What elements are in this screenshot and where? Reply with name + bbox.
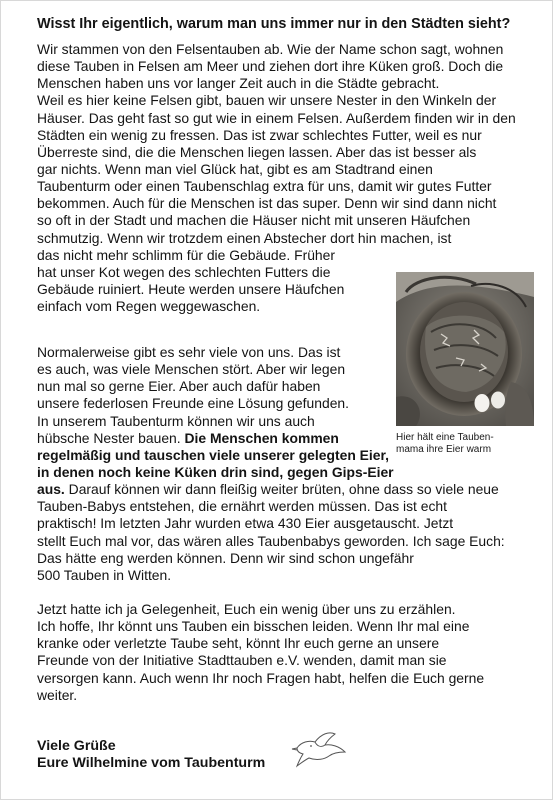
text-line: Das hätte eng werden können. Denn wir sind schon ungefähr: [37, 549, 414, 566]
text-line: Freunde von der Initiative Stadttauben e.V. wenden, damit man sie: [37, 652, 447, 669]
text-line: 500 Tauben in Witten.: [37, 566, 172, 583]
text-line: es auch, was viele Menschen stört. Aber wir legen: [37, 361, 346, 378]
text-line: bekommen. Auch für die Menschen ist das super. Denn wir sind dann nicht: [37, 195, 497, 212]
text-line: Gebäude ruiniert. Heute werden unsere Häufchen: [37, 280, 345, 297]
text-line: das nicht mehr schlimm für die Gebäude. Früher: [37, 246, 336, 263]
bold-text-fragment: aus.: [37, 481, 65, 498]
bold-text-line: regelmäßig und tauschen viele unserer gelegten Eier,: [37, 446, 390, 463]
text-line: praktisch! Im letzten Jahr wurden etwa 430 Eier ausgetauscht. Jetzt: [37, 515, 454, 532]
text-line: diese Tauben in Felsen am Meer und ziehen dort ihre Küken groß. Doch die: [37, 58, 504, 75]
text-line: unsere federlosen Freunde eine Lösung gefunden.: [37, 395, 350, 412]
text-line: Tauben-Babys entstehen, die ernährt werden müssen. Das ist echt: [37, 498, 448, 515]
text-line: stellt Euch mal vor, das wären alles Taubenbabys geworden. Ich sage Euch:: [37, 532, 505, 549]
text-line: Menschen haben uns vor langer Zeit auch in die Städte gebracht.: [37, 75, 440, 92]
text-line: einfach vom Regen weggewaschen.: [37, 298, 261, 315]
paragraph-closing: [37, 601, 484, 704]
greeting: Viele Grüße: [37, 738, 116, 754]
signature-name: Eure Wilhelmine vom Taubenturm: [37, 755, 266, 771]
text-line: gar nichts. Wenn man viel Glück hat, gibt es am Stadtrand einen: [37, 160, 433, 177]
text-line: nun mal so gerne Eier. Aber auch dafür haben: [37, 378, 321, 395]
text-line: Taubenturm oder einen Taubenschlag extra für uns, damit wir gutes Futter: [37, 178, 492, 195]
bold-text-line: in denen noch keine Küken drin sind, gegen Gips-Eier: [37, 463, 394, 480]
bold-text-fragment: Die Menschen kommen: [184, 429, 339, 446]
text-line: [37, 430, 505, 447]
text-line: kranke oder verletzte Taube seht, könnt Ihr euch gerne an unsere: [37, 635, 440, 652]
text-line: Städten ein wenig zu fressen. Das ist zwar schlechtes Futter, weil es nur: [37, 126, 482, 143]
dove-icon: [291, 728, 355, 768]
paragraph-eggs: [37, 344, 505, 584]
caption-line: Hier hält eine Tauben-: [396, 432, 494, 443]
text-line: [37, 481, 505, 498]
text-line: In unserem Taubenturm können wir uns auch: [37, 412, 315, 429]
page-title: Wisst Ihr eigentlich, warum man uns immer nur in den Städten sieht?: [37, 16, 511, 32]
caption-line: mama ihre Eier warm: [396, 444, 492, 455]
text-fragment: hübsche Nester bauen.: [37, 429, 185, 446]
text-line: Jetzt hatte ich ja Gelegenheit, Euch ein wenig über uns zu erzählen.: [37, 601, 456, 617]
text-line: Häuser. Das geht fast so gut wie in einem Felsen. Außerdem finden wir in den: [37, 109, 516, 126]
text-line: Normalerweise gibt es sehr viele von uns. Das ist: [37, 344, 341, 360]
text-line: hat unser Kot wegen des schlechten Futters die: [37, 263, 331, 280]
text-fragment: Darauf können wir dann fleißig weiter brüten, ohne dass so viele neue: [64, 481, 499, 498]
text-line: Überreste sind, die die Menschen liegen lassen. Aber das ist besser als: [37, 143, 477, 160]
text-line: Wir stammen von den Felsentauben ab. Wie der Name schon sagt, wohnen: [37, 41, 504, 57]
text-line: schmutzig. Wenn wir trotzdem einen Abstecher dort hin machen, ist: [37, 229, 452, 246]
text-line: Ich hoffe, Ihr könnt uns Tauben ein bisschen leiden. Wenn Ihr mal eine: [37, 618, 470, 635]
text-line: weiter.: [37, 686, 78, 703]
signoff: [37, 738, 265, 772]
text-line: so oft in der Stadt und machen die Häuser nicht mit unseren Häufchen: [37, 212, 471, 229]
text-line: versorgen kann. Auch wenn Ihr noch Fragen habt, helfen die Euch gerne: [37, 669, 485, 686]
text-line: Weil es hier keine Felsen gibt, bauen wir unsere Nester in den Winkeln der: [37, 92, 497, 109]
